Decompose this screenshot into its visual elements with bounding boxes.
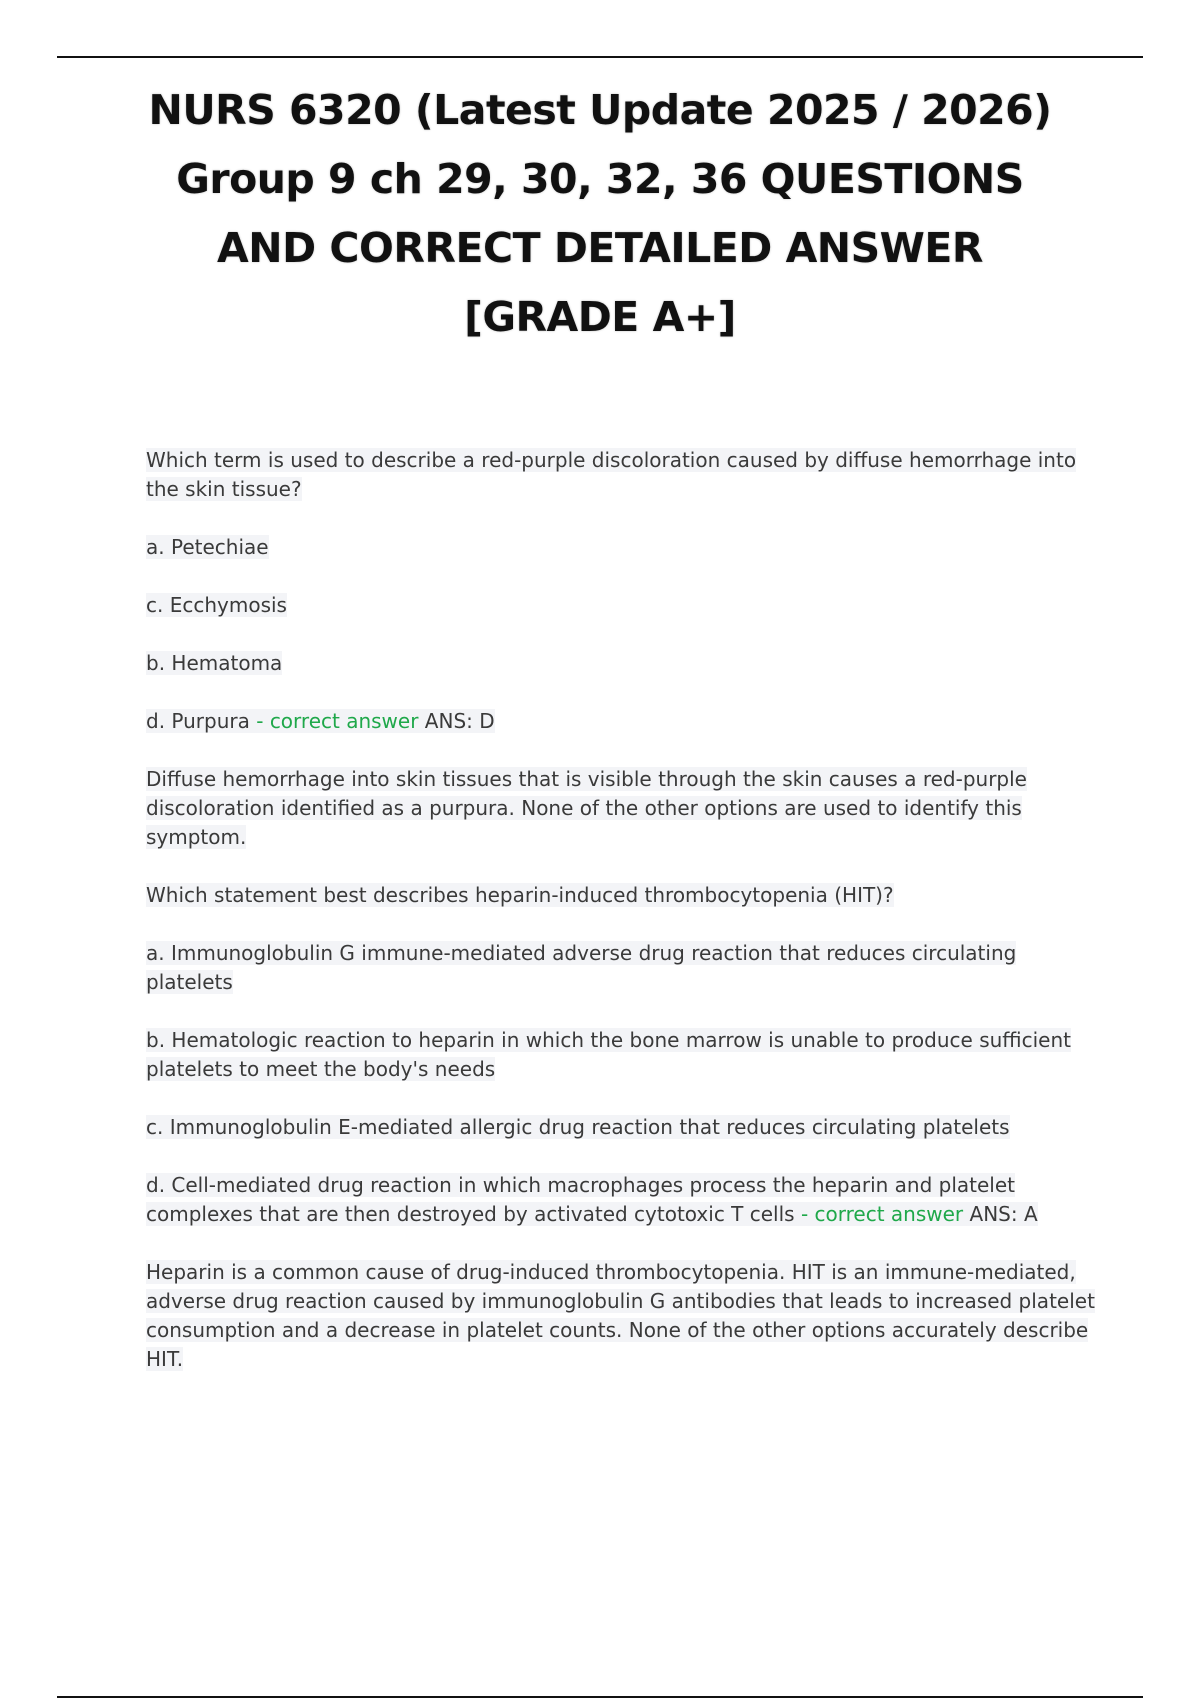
title-line-2: Group 9 ch 29, 30, 32, 36 QUESTIONS bbox=[176, 155, 1024, 203]
answer-key: ANS: A bbox=[963, 1202, 1038, 1226]
answer-separator: - bbox=[794, 1202, 815, 1226]
title-line-4: [GRADE A+] bbox=[464, 293, 736, 341]
question-1-option-d-text: d. Purpura bbox=[146, 709, 250, 733]
title-line-3: AND CORRECT DETAILED ANSWER bbox=[217, 224, 983, 272]
correct-answer-label: correct answer bbox=[269, 709, 419, 733]
question-1-option-b: b. Hematoma bbox=[146, 651, 283, 675]
correct-answer-label: correct answer bbox=[814, 1202, 964, 1226]
question-2-option-a: a. Immunoglobulin G immune-mediated adverse drug reaction that reduces circulating platelets bbox=[146, 941, 1017, 994]
question-1-option-a: a. Petechiae bbox=[146, 535, 269, 559]
question-2-option-d bbox=[146, 1171, 1096, 1229]
question-1-rationale: Diffuse hemorrhage into skin tissues that is visible through the skin causes a red-purple discoloration identified as a purpura. None of the other options are used to identify this symptom. bbox=[146, 767, 1027, 849]
question-2-option-d-text: d. Cell-mediated drug reaction in which macrophages process the heparin and platelet complexes that are then destroyed by activated cytotoxic T cells bbox=[146, 1173, 1016, 1226]
question-2-rationale: Heparin is a common cause of drug-induced thrombocytopenia. HIT is an immune-mediated, adverse drug reaction caused by immunoglobulin G antibodies that leads to increased platelet consumption and a decrease in platelet counts. None of the other options accurately describe HIT. bbox=[146, 1260, 1095, 1371]
document-title bbox=[100, 76, 1100, 352]
question-2-option-c: c. Immunoglobulin E-mediated allergic drug reaction that reduces circulating platelets bbox=[146, 1115, 1010, 1139]
question-1-option-d bbox=[146, 707, 1096, 736]
answer-key: ANS: D bbox=[418, 709, 495, 733]
question-1-option-c: c. Ecchymosis bbox=[146, 593, 287, 617]
document-body bbox=[146, 446, 1096, 1374]
question-2-option-b: b. Hematologic reaction to heparin in which the bone marrow is unable to produce sufficient platelets to meet the body's needs bbox=[146, 1028, 1071, 1081]
top-divider bbox=[57, 56, 1143, 58]
bottom-divider bbox=[57, 1696, 1143, 1698]
question-2-text: Which statement best describes heparin-induced thrombocytopenia (HIT)? bbox=[146, 883, 894, 907]
answer-separator: - bbox=[249, 709, 270, 733]
title-line-1: NURS 6320 (Latest Update 2025 / 2026) bbox=[148, 86, 1052, 134]
question-1-text: Which term is used to describe a red-purple discoloration caused by diffuse hemorrhage into the skin tissue? bbox=[146, 448, 1077, 501]
